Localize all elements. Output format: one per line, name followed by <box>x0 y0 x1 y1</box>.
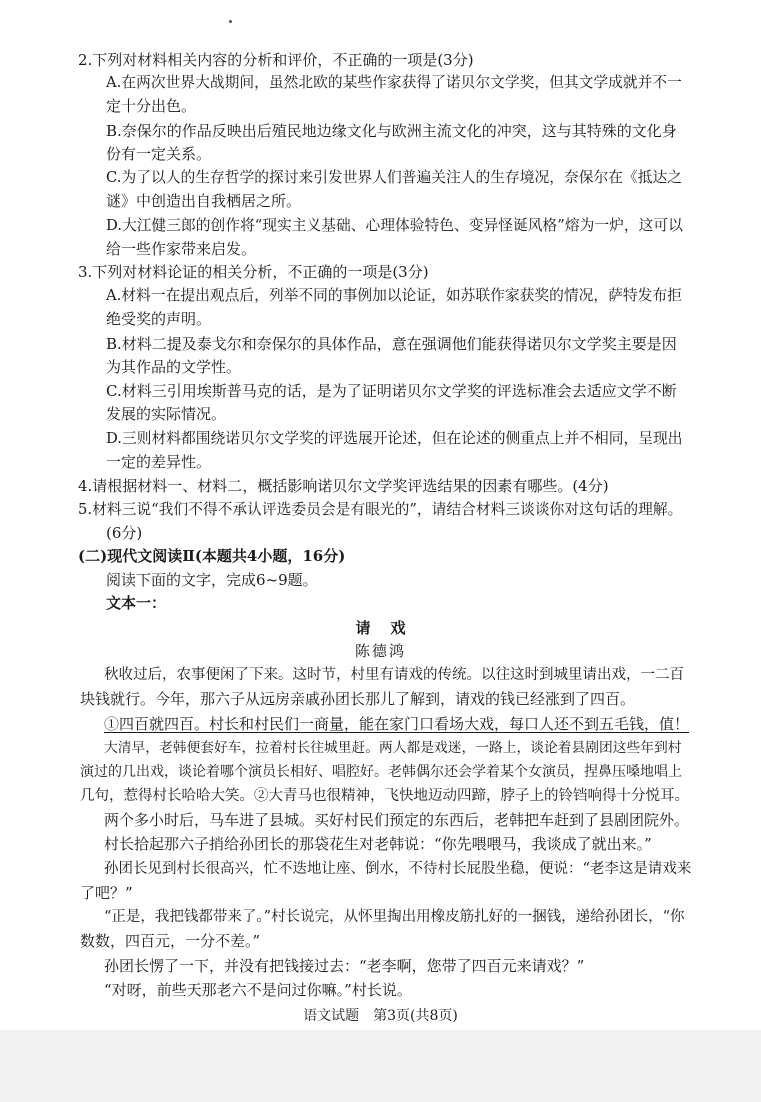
story-paragraph-cont: 了吧？” <box>80 884 133 902</box>
story-paragraph: 孙团长愣了一下，并没有把钱接过去：“老李啊，您带了四百元来请戏？” <box>104 957 585 975</box>
story-paragraph-cont: 块钱就行。今年，那六子从远房亲戚孙团长那儿了解到，请戏的钱已经涨到了四百。 <box>80 690 636 708</box>
q3-option-b-cont: 为其作品的文学性。 <box>106 358 242 376</box>
page-footer: 语文试题 第3页(共8页) <box>303 1008 458 1024</box>
q2-option-b-cont: 份有一定关系。 <box>106 145 212 163</box>
question-4: 4.请根据材料一、材料二，概括影响诺贝尔文学奖评选结果的因素有哪些。(4分) <box>78 477 609 495</box>
q3-option-a-cont: 绝受奖的声明。 <box>106 310 212 328</box>
section-heading: (二)现代文阅读Ⅱ(本题共4小题，16分) <box>78 547 346 565</box>
q2-option-c-cont: 谜》中创造出自我栖居之所。 <box>106 192 302 210</box>
story-paragraph: 大清早，老韩便套好车，拉着村长往城里赶。两人都是戏迷，一路上，谈论着县剧团这些年到村 <box>104 740 682 756</box>
story-paragraph: “对呀，前些天那老六不是问过你嘛。”村长说。 <box>104 981 412 999</box>
q2-option-d-cont: 给一些作家带来启发。 <box>106 240 257 258</box>
story-author: 陈德鸿 <box>354 642 406 660</box>
story-paragraph: 两个多小时后，马车进了县城。买好村民们预定的东西后，老韩把车赶到了县剧团院外。 <box>104 811 690 829</box>
question-2-stem: 2.下列对材料相关内容的分析和评价，不正确的一项是(3分) <box>78 51 474 69</box>
scan-dot <box>229 20 232 23</box>
q2-option-a-cont: 定十分出色。 <box>106 97 197 115</box>
question-5: 5.材料三说“我们不得不承认评选委员会是有眼光的”，请结合材料三谈谈你对这句话的理解。 <box>78 501 683 518</box>
story-paragraph: “正是，我把钱都带来了。”村长说完，从怀里掏出用橡皮筋扎好的一捆钱，递给孙团长，“你 <box>104 909 685 925</box>
question-3-stem: 3.下列对材料论证的相关分析，不正确的一项是(3分) <box>78 263 429 281</box>
scan-bottom-edge <box>0 1030 761 1102</box>
q2-option-d: D.大江健三郎的创作将“现实主义基础、心理体验特色、变异怪诞风格”熔为一炉，这可以 <box>106 217 683 234</box>
story-paragraph-cont: 数数，四百元，一分不差。” <box>80 932 261 950</box>
story-paragraph: 秋收过后，农事便闲了下来。这时节，村里有请戏的传统。以往这时到城里请出戏，一二百 <box>104 667 684 683</box>
q2-option-c: C.为了以人的生存哲学的探讨来引发世界人们普遍关注人的生存境况，奈保尔在《抵达之 <box>106 169 682 186</box>
q3-option-c: C.材料三引用埃斯普马克的话，是为了证明诺贝尔文学奖的评选标准会去适应文学不断 <box>106 382 677 400</box>
question-5-points: (6分) <box>106 524 143 542</box>
q3-option-b: B.材料二提及泰戈尔和奈保尔的具体作品，意在强调他们能获得诺贝尔文学奖主要是因 <box>106 335 677 353</box>
story-paragraph: 村长拾起那六子捎给孙团长的那袋花生对老韩说：“你先喂喂马，我谈成了就出来。” <box>104 835 652 853</box>
underlined-sentence-1: ①四百就四百。村长和村民们一商量，能在家门口看场大戏，每口人还不到五毛钱，值！ <box>104 715 690 733</box>
q2-option-a: A.在两次世界大战期间，虽然北欧的某些作家获得了诺贝尔文学奖，但其文学成就并不一 <box>106 74 682 91</box>
text-one-label: 文本一： <box>106 594 167 612</box>
story-paragraph-cont: 几句，惹得村长哈哈大笑。②大青马也很精神，飞快地迈动四蹄，脖子上的铃铛响得十分悦耳。 <box>80 788 689 804</box>
q3-option-c-cont: 发展的实际情况。 <box>106 405 227 423</box>
q2-option-b: B.奈保尔的作品反映出后殖民地边缘文化与欧洲主流文化的冲突，这与其特殊的文化身 <box>106 122 677 140</box>
story-title: 请戏 <box>355 619 426 637</box>
q3-option-d: D.三则材料都围绕诺贝尔文学奖的评选展开论述，但在论述的侧重点上并不相同，呈现出 <box>106 430 683 447</box>
q3-option-d-cont: 一定的差异性。 <box>106 453 212 471</box>
q3-option-a: A.材料一在提出观点后，列举不同的事例加以论证，如苏联作家获奖的情况，萨特发布拒 <box>106 287 682 304</box>
reading-instruction: 阅读下面的文字，完成6~9题。 <box>106 571 318 589</box>
story-paragraph: 孙团长见到村长很高兴，忙不迭地让座、倒水，不待村长屁股坐稳，便说：“老李这是请戏来 <box>104 861 692 877</box>
story-paragraph-cont: 演过的几出戏，谈论着哪个演员长相好、唱腔好。老韩偶尔还会学着某个女演员，捏鼻压嗓地唱上 <box>80 764 682 780</box>
